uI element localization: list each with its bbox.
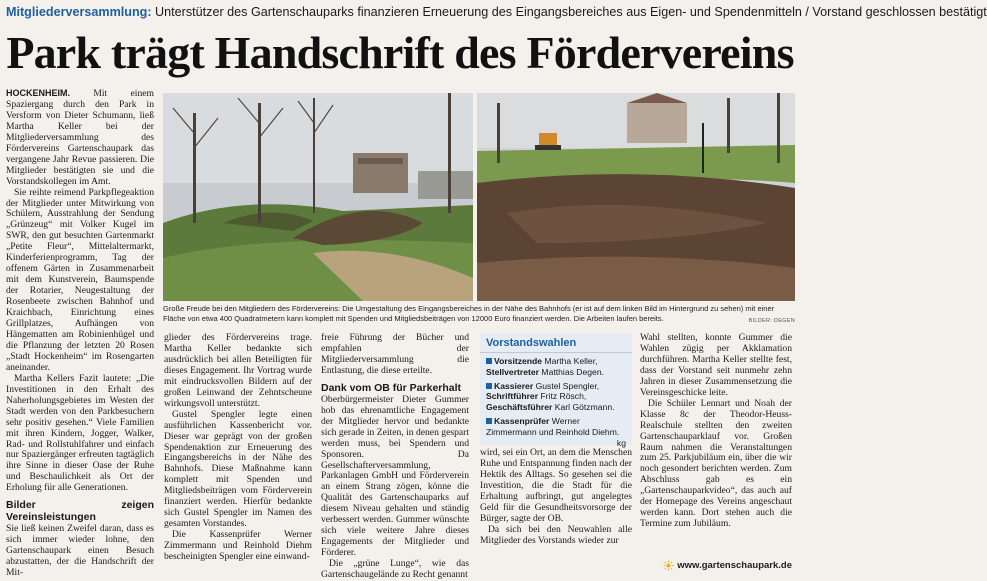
photo-park-entrance-left bbox=[163, 93, 473, 301]
paragraph: glieder des Fördervereins trage. Martha Keller bedankte sich ausdrücklich bei allen Beteiligten für dieses Engagement. Ihr Vortrag wurde mit eindrucksvollen Bildern auf der großen Leinwand der Zehntscheune wirkungsvoll unterstützt. bbox=[164, 332, 312, 409]
paragraph: Gustel Spengler legte einen ausführlichen Kassenbericht vor. Dieser war geprägt von der großen Spendenaktion zur Erneuerung des Eingangsbereichs in der Nähe des Bahnhofs. Diese Maßnahme kann komplett mit Spenden und Mitgliedsbeiträgen vom Förderverein finanziert werden. Hierfür bedankte sich Gustel Spengler im Namen des gesamten Vorstandes. bbox=[164, 408, 312, 530]
article-column-2 bbox=[164, 333, 312, 563]
photo-credit: BILDER: DEGEN bbox=[748, 317, 795, 324]
lead-paragraph: HOCKENHEIM. Mit einem Spaziergang durch den Park in Versform von Dieter Schumann, ließ Martha Keller bei der Mitgliederversammlung des Fördervereins Gartenschaupark das vergangene Jahr Revue passieren. Die Mitglieder bestätigten sie und die Vorstandskollegen im Amt. bbox=[6, 88, 154, 187]
article-column-1 bbox=[6, 88, 154, 579]
photo-park-entrance-left-image bbox=[163, 93, 473, 301]
headline: Park trägt Handschrift des Fördervereins bbox=[6, 27, 794, 78]
paragraph: wird, sei ein Ort, an dem die Menschen Ruhe und Entspannung finden nach der Hektik des Alltags. So gesehen sei die Investition, die die Stadt für die Erhaltung aufbringt, gut angelegtes Geld für die Gesundheitsvorsorge der Bürger, sagte der OB. bbox=[480, 447, 632, 524]
kicker-line bbox=[6, 5, 987, 20]
photo-park-entrance-right bbox=[477, 93, 795, 301]
paragraph: Die „grüne Lunge“, wie das Gartenschaugelände zu Recht genannt bbox=[321, 558, 469, 581]
article-column-4 bbox=[480, 448, 632, 547]
paragraph: freie Führung der Bücher und empfahlen der Mitgliederversammlung die Entlastung, die diese erteilte. bbox=[321, 332, 469, 376]
article-column-3 bbox=[321, 333, 469, 581]
subheading: Bilder zeigen Vereinsleistungen bbox=[6, 499, 154, 524]
subheading: Dank vom OB für Parkerhalt bbox=[321, 381, 462, 394]
paragraph: Da sich bei den Neuwahlen alle Mitglieder des Vorstands wieder zur bbox=[480, 523, 632, 546]
author-sign: kg bbox=[616, 437, 626, 448]
caption-text: Große Freude bei den Mitgliedern des Fördervereins: Die Umgestaltung des Eingangsbereiches in der Nähe des Bahnhofs (er ist auf dem linken Bild im Hintergrund zu sehen) mit einer Fläche von etwa 400 Quadratmetern kann komplett mit Spenden und Mitgliedsbeiträgen von 12000 Euro finanziert werden. Die Arbeiten laufen bereits. bbox=[163, 304, 775, 323]
paragraph: Sie ließ keinen Zweifel daran, dass es sich immer wieder lohne, den Gartenschaupark einen Besuch abzustatten, der die Handschrift der Mit- bbox=[6, 523, 154, 579]
kicker-text: Unterstützer des Gartenschauparks finanzieren Erneuerung des Eingangsbereiches aus Eigen- und Spendenmitteln / Vorstand geschlossen bestätigt bbox=[151, 5, 987, 19]
infobox-item: Kassenprüfer Werner Zimmermann und Reinhold Diehm. bbox=[486, 415, 620, 437]
paragraph: Martha Kellers Fazit lautete: „Die Investitionen in den Erhalt des Naherholungsgebietes im Westen der Stadt werden von den Parkbesuchern sehr positiv gesehen.“ Viele Familien mit ihren Kindern, Jogger, Walker, Rad- und Rollstuhlfahrer und einfach nur Spaziergänger erfreuten tagtäglich ihre Sinne in dieser Oase der Ruhe und Beschaulichkeit als Ort der Erholung für alle Generationen. bbox=[6, 372, 154, 494]
website-link-text[interactable]: www.gartenschaupark.de bbox=[677, 559, 792, 571]
paragraph: Sie reihte reimend Parkpflegeaktion der Mitglieder unter Mitwirkung von Schülern, Ausstrahlung der Sendung „Grünzeug“ mit Volker Kugel im SWR, den gut besuchten Gartenmarkt „Petite Fleur“, Mittelaltermarkt, Kinderferienprogramm, Tag der offenem Gärten in Zusammenarbeit mit dem Kunstverein, Baumspende der Rotarier, Neugestaltung der Rosenbeete zwischen Bahnhof und Kraichbach, Einrichtung eines Grillplatzes, Aufhängen von Hängematten am Robinienhügel und die Pflanzung der letzten 20 Rosen „Stadt Hockenheim“ im Rosengarten aneinander. bbox=[6, 186, 154, 373]
photo-caption bbox=[163, 304, 795, 326]
website-link[interactable] bbox=[640, 558, 792, 572]
infobox-vorstandswahlen bbox=[480, 333, 632, 448]
paragraph: Die Schüler Lennart und Noah der Klasse 8c der Theodor-Heuss-Realschule stellten den zweiten Gartenschauparklauf vor. Großen Raum nahmen die Veranstaltungen zum 25. Parkjubiläum ein, über die wir noch gesondert berichten werden. Zum Abschluss gab es ein „Gartenschauparkvideo“, das auch auf der Homepage des Vereins angeschaut werden kann. Dort stehen auch die Termine zum Jubiläum. bbox=[640, 397, 792, 530]
bullet-square-icon bbox=[486, 383, 492, 389]
paragraph: Oberbürgermeister Dieter Gummer hob das ehrenamtliche Engagement der Mitglieder hervor und bedankte sich gerade in Zeiten, in denen gespart werden muss, bei Spendern und Sponsoren. Da Gesellschafterversammlung, Parkanlagen GmbH und Förderverein an einem Strang zögen, könne die Qualität des Gartenschauparks auf diesem Niveau gehalten und ständig verbessert werden. Gummer wünschte sich viele weitere Jahre dieses Engagements der Mitglieder und Förderer. bbox=[321, 393, 469, 559]
infobox-item: Vorsitzende Martha Keller, Stellvertreter Matthias Degen. bbox=[486, 356, 604, 377]
infobox-item: Kassierer Gustel Spengler, Schriftführer Fritz Rösch, Geschäftsführer Karl Götzmann. bbox=[486, 380, 615, 413]
bullet-square-icon bbox=[486, 358, 492, 364]
kicker-label: Mitgliederversammlung: bbox=[6, 5, 152, 19]
infobox-title: Vorstandswahlen bbox=[480, 333, 632, 353]
sun-logo-icon bbox=[663, 560, 674, 571]
dateline: HOCKENHEIM. bbox=[6, 88, 71, 98]
paragraph: Die Kassenprüfer Werner Zimmermann und Reinhold Diehm bescheinigten Spengler eine einwand- bbox=[164, 529, 312, 563]
photo-park-entrance-right-image bbox=[477, 93, 795, 301]
bullet-square-icon bbox=[486, 418, 492, 424]
article-column-5 bbox=[640, 333, 792, 530]
paragraph: Wahl stellten, konnte Gummer die Wahlen zügig per Akklamation durchführen. Martha Keller stellte fest, dass der Vorstand seit nunmehr zehn Jahren in dieser Zusammensetzung die Vereinsgeschicke leite. bbox=[640, 332, 792, 398]
